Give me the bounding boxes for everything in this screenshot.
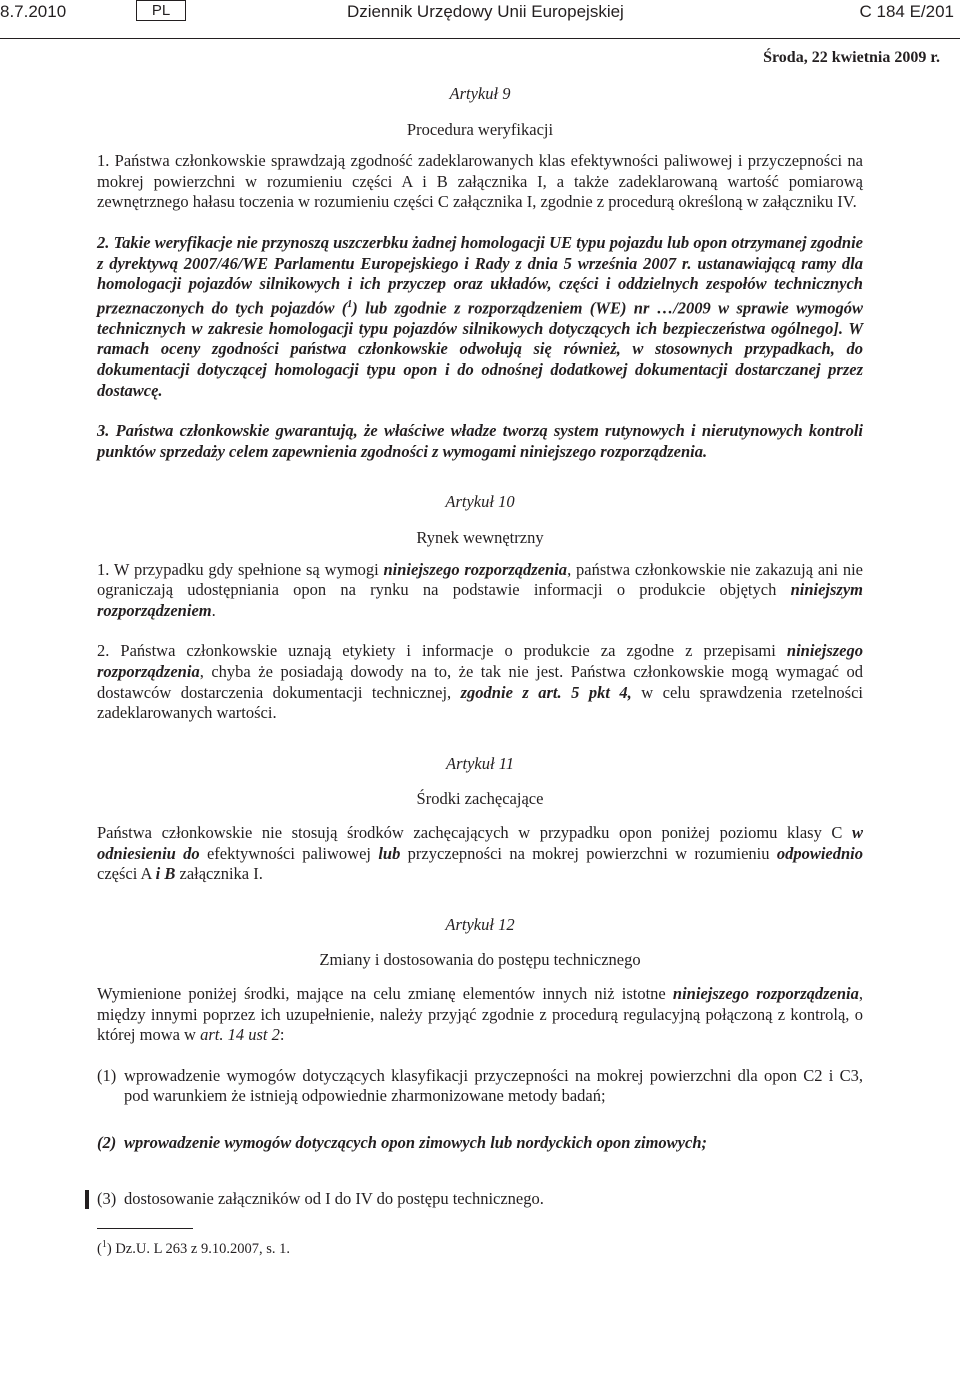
header-rule [0, 38, 960, 39]
article-9 [97, 84, 863, 462]
amended-text: lub [378, 843, 401, 863]
article-title: Zmiany i dostosowania do postępu technicznego [319, 950, 641, 970]
amended-text: niniejszego rozporządzenia [672, 983, 859, 1003]
footnote-rule [97, 1228, 193, 1229]
list-number: (3) [97, 1189, 117, 1209]
text-segment: , między innymi poprzez ich uzupełnienie, należy przyjąć zgodnie z procedurą regulacyjną połączoną z kontrolą, o której mowa w [97, 983, 864, 1045]
amended-text: niniejszym rozporządzeniem [97, 580, 863, 620]
text-segment: części A [97, 864, 156, 884]
article-10 [97, 492, 863, 723]
article-title: Procedura weryfikacji [406, 119, 554, 139]
article-heading: Artykuł 10 [445, 492, 515, 512]
text-segment: Państwa członkowskie nie stosują środków zachęcających w przypadku opon poniżej poziomu klasy C [97, 822, 852, 842]
text-segment: 1. W przypadku gdy spełnione są wymogi [97, 559, 384, 579]
footnote-bracket: ( [97, 1240, 102, 1257]
amended-text: niniejszego rozporządzenia [97, 641, 863, 681]
list-text: wprowadzenie wymogów dotyczących opon zimowych lub nordyckich opon zimowych; [124, 1132, 708, 1152]
paragraph-3 [97, 421, 863, 462]
list-text: dostosowanie załączników od I do IV do postępu technicznego. [124, 1189, 544, 1209]
footnote-ref-close: ) [352, 298, 366, 318]
text-segment: , chyba że posiadają dowody na to, że tak nie jest. Państwa członkowskie mogą wymagać od dostawców dostarczenia dokumentacji technicznej, [97, 661, 863, 702]
paragraph-2 [97, 641, 863, 723]
paragraph-1 [97, 560, 863, 622]
footnote-text: Dz.U. L 263 z 9.10.2007, s. 1. [111, 1240, 290, 1257]
list-number: (1) [97, 1065, 117, 1085]
footnote-bracket: ) [106, 1240, 112, 1257]
amended-text: w odniesieniu do [97, 822, 863, 863]
amended-text: niniejszego rozporządzenia [383, 559, 568, 579]
footnote-ref: 1 [347, 298, 353, 310]
journal-reference: C 184 E/201 [859, 2, 954, 21]
paragraph-text: Takie weryfikacje nie przynoszą uszczerbku żadnej homologacji UE typu pojazdu lub opon otrzymanej zgodnie z dyrektywą 2007/46/WE Parlamentu Europejskiego i Rady z dnia 5 września 2007 r. ustanawiającą ramy dla homologacji pojazdów silnikowych i ich przyczep oraz układów, części i oddzielnych zespołów technicznych przeznaczonych do tych pojazdów [97, 232, 864, 318]
text-segment: . [211, 600, 216, 620]
paragraph-number: 3. [97, 421, 110, 441]
footnotes [97, 1228, 863, 1259]
journal-title: Dziennik Urzędowy Unii Europejskiej [347, 2, 624, 21]
footnote-ref-open: ( [334, 298, 348, 318]
document-body [97, 84, 863, 1259]
footnote [97, 1235, 863, 1259]
text-segment: załącznika I. [175, 864, 263, 884]
article-title: Środki zachęcające [416, 789, 544, 809]
text-segment: w celu sprawdzenia rzetelności zadeklarowanych wartości. [97, 682, 863, 723]
amended-text: i B [155, 864, 176, 884]
article-12 [97, 915, 863, 1210]
intro-paragraph [97, 984, 863, 1046]
list-number: (2) [97, 1132, 117, 1152]
list-item [97, 1133, 863, 1154]
text-segment: , państwa członkowskie nie zakazują ani nie ograniczają udostępniania opon na rynku na podstawie informacji o produkcie objętych [97, 559, 863, 600]
paragraph-text: Państwa członkowskie gwarantują, że właściwe władze tworzą system rutynowych i nierutynowych kontroli punktów sprzedaży celem zapewnienia zgodności z wymogami niniejszego rozporządzenia. [97, 421, 864, 461]
paragraph-text-rest: lub zgodnie z rozporządzeniem (WE) nr …/2009 w sprawie wymogów technicznych w zakresie homologacji typu pojazdów silnikowych dotyczących ich bezpieczeństwa ogólnego]. W ramach oceny zgodności państwa członkowskie odwołują się również, w stosownych przypadkach, do dokumentacji dotyczącej homologacji typu opon i do odnośnej dodatkowej dokumentacji dostarczanej przez dostawcę. [97, 298, 864, 400]
amended-text: art. 14 ust 2 [200, 1025, 280, 1045]
list-item [97, 1066, 863, 1107]
article-11 [97, 754, 863, 885]
amended-text: odpowiednio [776, 843, 863, 863]
page-header [0, 0, 960, 42]
text-segment: efektywności paliwowej [199, 843, 379, 863]
text-segment: 2. Państwa członkowskie uznają etykiety i informacje o produkcie za zgodne z przepisami [97, 641, 787, 661]
list-text: wprowadzenie wymogów dotyczących klasyfikacji przyczepności na mokrej powierzchni dla opon C2 i C3, pod warunkiem że istnieją odpowiednie zharmonizowane metody badań; [124, 1065, 863, 1106]
change-bar [85, 1190, 89, 1209]
publication-date: 8.7.2010 [0, 2, 67, 21]
list-item [97, 1189, 863, 1210]
paragraph-2 [97, 233, 863, 401]
paragraph [97, 823, 863, 885]
footnote-number: 1 [101, 1239, 107, 1251]
article-heading: Artykuł 11 [446, 753, 514, 773]
session-date: Środa, 22 kwietnia 2009 r. [763, 49, 940, 66]
article-title: Rynek wewnętrzny [416, 528, 544, 547]
amended-text: zgodnie z art. 5 pkt 4, [460, 682, 632, 702]
text-segment: przyczepności na mokrej powierzchni w rozumieniu [400, 843, 777, 863]
text-segment: Wymienione poniżej środki, mające na celu zmianę elementów innych niż istotne [97, 983, 673, 1003]
language-badge: PL [136, 0, 186, 21]
paragraph-number: 2. [97, 232, 110, 252]
paragraph-1: 1. Państwa członkowskie sprawdzają zgodność zadeklarowanych klas efektywności paliwowej i przyczepności na mokrej powierzchni w rozumieniu części A i B załącznika I, a także zadeklarowaną wartość pomiarową zewnętrznego hałasu toczenia w rozumieniu części C załącznika I, zgodnie z procedurą określoną w załączniku IV. [97, 151, 863, 212]
article-heading: Artykuł 9 [449, 84, 511, 103]
text-segment: : [279, 1025, 285, 1045]
article-heading: Artykuł 12 [445, 914, 515, 934]
